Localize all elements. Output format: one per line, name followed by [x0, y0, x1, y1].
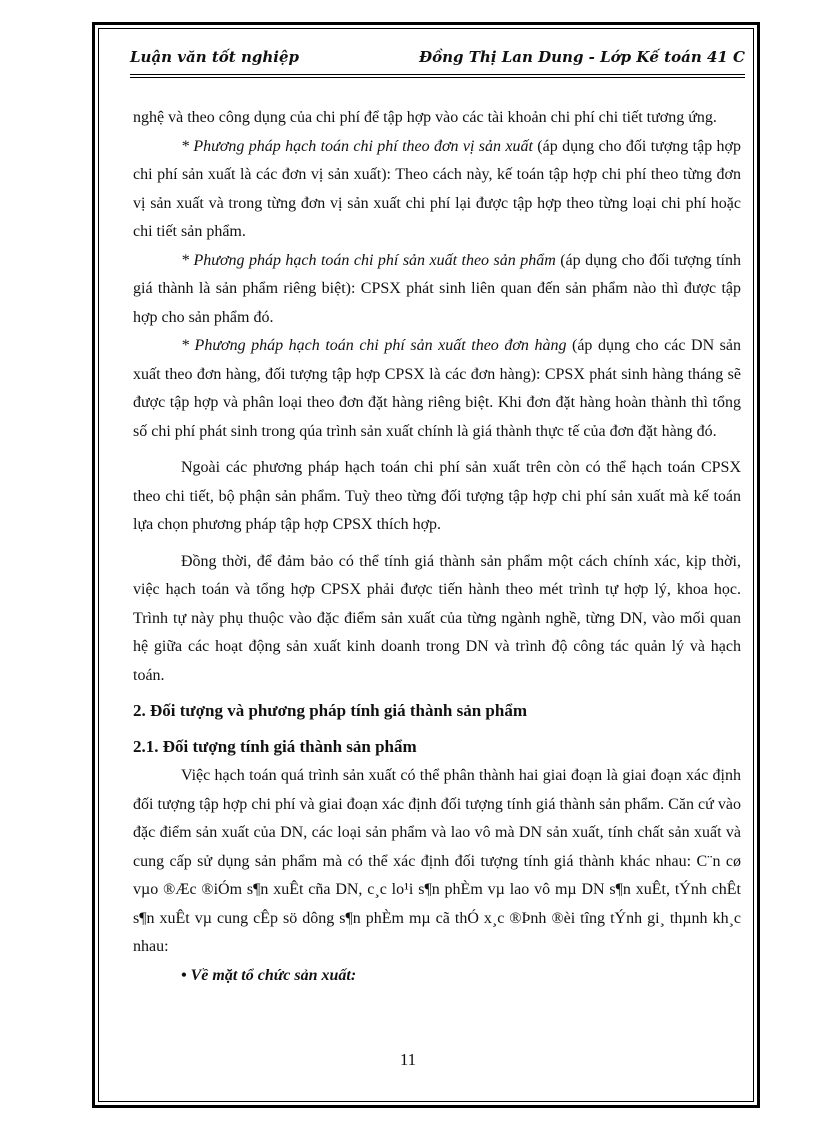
- paragraph: [133, 133, 741, 247]
- paragraph: Việc hạch toán quá trình sản xuất có thể phân thành hai giai đoạn là giai đoạn xác định đối tượng tập hợp chi phí và giai đoạn xác định đối tượng tính giá thành sản phẩm. Căn cứ vào đặc điểm sản xuất của DN, các loại sản phẩm và lao vô mà DN sản xuất, tính chất sản xuất và cung cấp sử dụng sản phẩm mà có thể xác định đối tượng tính giá thành khác nhau: C¨n cø vµo ®Æc ®iÓm s¶n xuÊt cña DN, c¸c lo¹i s¶n phÈm vµ lao vô mµ DN s¶n xuÊt, tÝnh chÊt s¶n xuÊt vµ cung cÊp sö dông s¶n phÈm mµ cã thÓ x¸c ®Þnh ®èi tîng tÝnh gi¸ thµnh kh¸c nhau:: [133, 767, 741, 955]
- header-rule: [130, 74, 745, 75]
- bullet-item: • Về mặt tổ chức sản xuất:: [181, 966, 357, 984]
- method-title: * Phương pháp hạch toán chi phí theo đơn vị sản xuất: [181, 137, 533, 155]
- method-text: (áp dụng cho đối tượng tính giá thành là sản phẩm riêng biệt): CPSX phát sinh liên quan đến sản phẩm nào thì được tập hợp cho sản phẩm đó.: [133, 251, 741, 326]
- running-header: [130, 46, 745, 72]
- header-thesis-label: Luận văn tốt nghiệp: [130, 48, 299, 66]
- paragraph: Đồng thời, để đảm bảo có thể tính giá thành sản phẩm một cách chính xác, kịp thời, việc hạch toán và tổng hợp CPSX phải được tiến hành theo mét trình tự hợp lý, khoa học. Trình tự này phụ thuộc vào đặc điểm sản xuất của từng ngành nghề, từng DN, vào mối quan hệ giữa các hoạt động sản xuất kinh doanh trong DN và trình độ công tác quản lý và hạch toán.: [133, 552, 741, 684]
- paragraph: nghệ và theo công dụng của chi phí để tập hợp vào các tài khoản chi phí chi tiết tương ứng.: [133, 109, 717, 126]
- header-author: Đồng Thị Lan Dung - Lớp Kế toán 41 C: [419, 48, 745, 66]
- subsection-heading: 2.1. Đối tượng tính giá thành sản phẩm: [133, 737, 417, 756]
- section-heading: 2. Đối tượng và phương pháp tính giá thành sản phẩm: [133, 701, 528, 720]
- method-title: * Phương pháp hạch toán chi phí sản xuất theo sản phẩm: [181, 251, 556, 269]
- body-text: [133, 104, 741, 990]
- page-number: 11: [399, 1050, 417, 1069]
- method-text: (áp dụng cho các DN sản xuất theo đơn hàng, đối tượng tập hợp CPSX là các đơn hàng): CPSX phát sinh hàng tháng sẽ được tập hợp và phân loại theo đơn đặt hàng riêng biệt. Khi đơn đặt hàng hoàn thành thì tổng số chi phí phát sinh trong qúa trình sản xuất chính là giá thành thực tế của đơn đặt hàng đó.: [133, 337, 742, 440]
- header-rule-double: [130, 77, 745, 78]
- paragraph: [133, 332, 741, 446]
- method-text: (áp dụng cho đối tượng tập hợp chi phí sản xuất là các đơn vị sản xuất): Theo cách này, kế toán tập hợp chi phí theo từng đơn vị sản xuất và trong từng đơn vị sản xuất chi phí lại được tập hợp theo từng loại chi phí hoặc chi tiết sản phẩm.: [133, 137, 742, 240]
- method-title: * Phương pháp hạch toán chi phí sản xuất theo đơn hàng: [181, 337, 567, 354]
- paragraph: Ngoài các phương pháp hạch toán chi phí sản xuất trên còn có thể hạch toán CPSX theo chi tiết, bộ phận sản phẩm. Tuỳ theo từng đối tượng tập hợp chi phí sản xuất mà kế toán lựa chọn phương pháp tập hợp CPSX thích hợp.: [133, 459, 741, 533]
- paragraph: [133, 247, 741, 333]
